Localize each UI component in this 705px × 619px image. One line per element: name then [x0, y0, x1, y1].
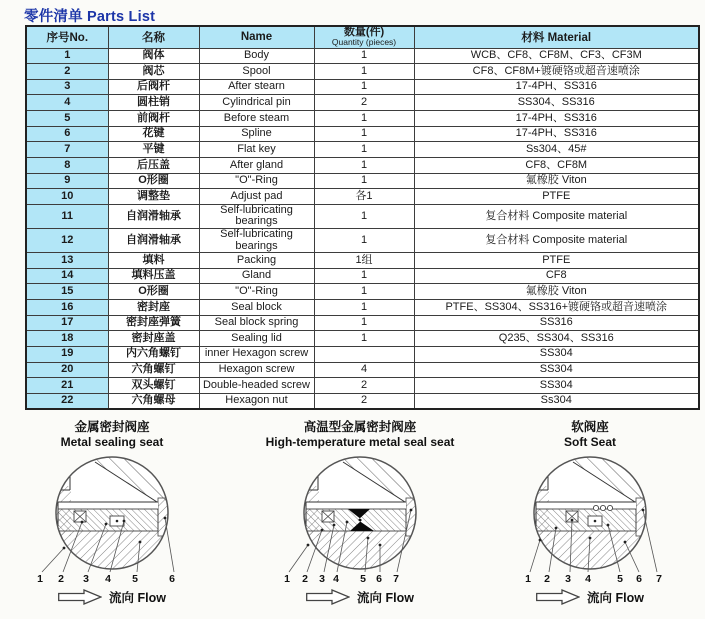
- header-name-en: Name: [199, 26, 314, 48]
- cell-no: 19: [26, 346, 108, 362]
- cell-no: 21: [26, 378, 108, 394]
- table-row: [26, 173, 699, 189]
- cell-no: 5: [26, 111, 108, 127]
- parts-list-table: [25, 25, 700, 410]
- cell-qty: 1: [314, 48, 414, 64]
- table-row: [26, 204, 699, 228]
- cell-name-zh: 阀体: [108, 48, 199, 64]
- flow-indicator: [250, 588, 470, 606]
- diagram-soft-seat: [480, 420, 700, 606]
- cell-no: 18: [26, 331, 108, 347]
- page-title: 零件清单 Parts List: [24, 9, 156, 25]
- cell-no: 8: [26, 157, 108, 173]
- cell-name-zh: 自润滑轴承: [108, 204, 199, 228]
- cell-name-zh: 双头螺钉: [108, 378, 199, 394]
- cell-qty: 2: [314, 95, 414, 111]
- table-row: [26, 331, 699, 347]
- header-qty-en: Quantity (pieces): [331, 37, 397, 48]
- callout-4: 4: [105, 573, 111, 585]
- cell-qty: 1: [314, 331, 414, 347]
- cell-material: 复合材料 Composite material: [414, 229, 699, 253]
- cell-name-en: Flat key: [199, 142, 314, 158]
- cell-name-zh: 后压盖: [108, 157, 199, 173]
- cell-name-en: Before steam: [199, 111, 314, 127]
- cell-qty: 1: [314, 157, 414, 173]
- cell-no: 2: [26, 64, 108, 80]
- table-row: [26, 284, 699, 300]
- cell-no: 16: [26, 300, 108, 316]
- cell-qty: [314, 346, 414, 362]
- diagram-metal-sealing-seat: [2, 420, 222, 606]
- cell-name-en: Body: [199, 48, 314, 64]
- cell-name-zh: 后阀杆: [108, 79, 199, 95]
- table-row: [26, 393, 699, 409]
- cell-qty: 4: [314, 362, 414, 378]
- cell-qty: 1: [314, 79, 414, 95]
- header-material: 材料 Material: [414, 26, 699, 48]
- cell-qty: 1: [314, 284, 414, 300]
- diagram-title-en: Soft Seat: [563, 435, 616, 449]
- table-row: [26, 378, 699, 394]
- cell-qty: 1: [314, 111, 414, 127]
- cell-material: Q235、SS304、SS316: [414, 331, 699, 347]
- cell-name-zh: 内六角螺钉: [108, 346, 199, 362]
- table-row: [26, 95, 699, 111]
- cell-material: 氟橡胶 Viton: [414, 284, 699, 300]
- flow-label: 流向 Flow: [587, 591, 644, 605]
- cell-no: 22: [26, 393, 108, 409]
- cell-material: 17-4PH、SS316: [414, 111, 699, 127]
- diagram-high-temp-seal-seat: [250, 420, 470, 606]
- cell-name-en: Adjust pad: [199, 189, 314, 205]
- callout-3: 3: [83, 573, 89, 585]
- header-qty-zh: 数量(件): [343, 26, 385, 39]
- seat-cross-section-drawing: [480, 450, 700, 585]
- o-ring-dot: [593, 505, 598, 510]
- diagram-title-en: Metal sealing seat: [60, 435, 164, 449]
- cell-qty: 1: [314, 268, 414, 284]
- cell-qty: 1: [314, 64, 414, 80]
- table-row: [26, 362, 699, 378]
- callout-3: 3: [565, 573, 571, 585]
- table-row: [26, 268, 699, 284]
- cell-name-en: Spool: [199, 64, 314, 80]
- seat-block: [58, 509, 158, 531]
- cell-name-zh: 圆柱销: [108, 95, 199, 111]
- cell-qty: 2: [314, 393, 414, 409]
- cell-name-zh: 六角螺母: [108, 393, 199, 409]
- callout-4: 4: [585, 573, 591, 585]
- cell-name-en: Self-lubricating bearings: [199, 204, 314, 228]
- table-row: [26, 48, 699, 64]
- o-ring-dot: [600, 505, 605, 510]
- cell-name-en: Hexagon nut: [199, 393, 314, 409]
- table-row: [26, 253, 699, 269]
- cell-name-zh: 阀芯: [108, 64, 199, 80]
- flow-indicator: [480, 588, 700, 606]
- cell-no: 20: [26, 362, 108, 378]
- callout-5: 5: [360, 573, 366, 585]
- cell-name-en: Sealing lid: [199, 331, 314, 347]
- cell-name-zh: 填料压盖: [108, 268, 199, 284]
- cell-name-zh: 花键: [108, 126, 199, 142]
- table-header: [26, 26, 699, 48]
- section-parts: [530, 452, 652, 573]
- table-row: [26, 229, 699, 253]
- cell-material: SS304、SS316: [414, 95, 699, 111]
- cell-material: Ss304: [414, 393, 699, 409]
- cell-material: CF8、CF8M: [414, 157, 699, 173]
- diagram-title-zh: 高温型金属密封阀座: [303, 420, 417, 434]
- table-row: [26, 79, 699, 95]
- cell-no: 4: [26, 95, 108, 111]
- callout-2: 2: [302, 573, 308, 585]
- cell-name-en: inner Hexagon screw: [199, 346, 314, 362]
- cell-material: PTFE: [414, 253, 699, 269]
- callout-2: 2: [58, 573, 64, 585]
- cell-no: 12: [26, 229, 108, 253]
- cell-name-zh: O形圈: [108, 173, 199, 189]
- parts-table-body: [26, 48, 699, 409]
- cell-no: 7: [26, 142, 108, 158]
- cell-qty: 1: [314, 300, 414, 316]
- header-name-zh: 名称: [108, 26, 199, 48]
- cell-name-en: After stearn: [199, 79, 314, 95]
- table-row: [26, 346, 699, 362]
- cell-no: 17: [26, 315, 108, 331]
- cell-name-en: Double-headed screw: [199, 378, 314, 394]
- cell-qty: 1: [314, 142, 414, 158]
- cell-qty: 各1: [314, 189, 414, 205]
- diagram-title-zh: 软阀座: [571, 420, 609, 434]
- cell-name-en: Seal block spring: [199, 315, 314, 331]
- cell-qty: 1: [314, 173, 414, 189]
- cell-name-en: Self-lubricating bearings: [199, 229, 314, 253]
- callout-5: 5: [132, 573, 138, 585]
- cell-no: 3: [26, 79, 108, 95]
- callout-6: 6: [169, 573, 175, 585]
- cell-name-zh: O形圈: [108, 284, 199, 300]
- cell-material: SS304: [414, 378, 699, 394]
- callout-2: 2: [544, 573, 550, 585]
- cell-material: 复合材料 Composite material: [414, 204, 699, 228]
- seat-cross-section-drawing: [2, 450, 222, 585]
- cell-name-en: Cylindrical pin: [199, 95, 314, 111]
- table-row: [26, 64, 699, 80]
- flow-indicator: [2, 588, 222, 606]
- cell-name-zh: 密封座: [108, 300, 199, 316]
- cell-name-zh: 自润滑轴承: [108, 229, 199, 253]
- cell-name-zh: 填料: [108, 253, 199, 269]
- cell-name-en: After gland: [199, 157, 314, 173]
- cell-no: 10: [26, 189, 108, 205]
- callout-6: 6: [376, 573, 382, 585]
- cell-name-zh: 平键: [108, 142, 199, 158]
- cell-material: 17-4PH、SS316: [414, 79, 699, 95]
- o-ring-dot: [607, 505, 612, 510]
- seat-block: [536, 509, 636, 531]
- cell-material: CF8: [414, 268, 699, 284]
- cell-no: 9: [26, 173, 108, 189]
- section-parts: [52, 452, 174, 573]
- callout-1: 1: [284, 573, 290, 585]
- cell-no: 15: [26, 284, 108, 300]
- cell-qty: 1: [314, 315, 414, 331]
- cell-no: 14: [26, 268, 108, 284]
- callout-3: 3: [319, 573, 325, 585]
- table-row: [26, 189, 699, 205]
- cell-no: 13: [26, 253, 108, 269]
- flow-arrow-icon: [306, 589, 350, 605]
- cell-material: SS316: [414, 315, 699, 331]
- cell-name-zh: 六角螺钉: [108, 362, 199, 378]
- table-row: [26, 157, 699, 173]
- callout-7: 7: [393, 573, 399, 585]
- flow-arrow-icon: [536, 589, 580, 605]
- cell-name-en: Seal block: [199, 300, 314, 316]
- cell-no: 11: [26, 204, 108, 228]
- callout-5: 5: [617, 573, 623, 585]
- cell-name-en: Packing: [199, 253, 314, 269]
- callout-1: 1: [37, 573, 43, 585]
- cell-material: SS304: [414, 346, 699, 362]
- table-row: [26, 142, 699, 158]
- cell-qty: 1组: [314, 253, 414, 269]
- cell-name-en: Hexagon screw: [199, 362, 314, 378]
- cell-name-zh: 密封座弹簧: [108, 315, 199, 331]
- cell-material: CF8、CF8M+镀硬铬或超音速喷涂: [414, 64, 699, 80]
- cell-material: 氟橡胶 Viton: [414, 173, 699, 189]
- flow-label: 流向 Flow: [357, 591, 414, 605]
- cell-qty: 1: [314, 126, 414, 142]
- cell-name-zh: 调整垫: [108, 189, 199, 205]
- table-row: [26, 315, 699, 331]
- cell-name-zh: 密封座盖: [108, 331, 199, 347]
- cell-no: 6: [26, 126, 108, 142]
- diagram-title-en: High-temperature metal seal seat: [265, 435, 455, 449]
- cell-material: PTFE: [414, 189, 699, 205]
- table-row: [26, 111, 699, 127]
- cell-name-en: Spline: [199, 126, 314, 142]
- table-row: [26, 126, 699, 142]
- cell-name-en: "O"-Ring: [199, 284, 314, 300]
- cell-name-en: Gland: [199, 268, 314, 284]
- cell-qty: 2: [314, 378, 414, 394]
- cell-material: Ss304、45#: [414, 142, 699, 158]
- cell-name-en: "O"-Ring: [199, 173, 314, 189]
- cell-material: 17-4PH、SS316: [414, 126, 699, 142]
- header-qty: [314, 26, 414, 48]
- cell-qty: 1: [314, 204, 414, 228]
- callout-1: 1: [525, 573, 531, 585]
- flow-arrow-icon: [58, 589, 102, 605]
- seat-cross-section-drawing: [250, 450, 470, 585]
- cell-material: SS304: [414, 362, 699, 378]
- cell-material: WCB、CF8、CF8M、CF3、CF3M: [414, 48, 699, 64]
- flow-label: 流向 Flow: [109, 591, 166, 605]
- callout-7: 7: [656, 573, 662, 585]
- header-no: 序号No.: [26, 26, 108, 48]
- callout-6: 6: [636, 573, 642, 585]
- cell-no: 1: [26, 48, 108, 64]
- cell-material: PTFE、SS304、SS316+镀硬铬或超音速喷涂: [414, 300, 699, 316]
- table-row: [26, 300, 699, 316]
- cell-name-zh: 前阀杆: [108, 111, 199, 127]
- section-parts: [300, 452, 422, 573]
- callout-4: 4: [333, 573, 339, 585]
- cell-qty: 1: [314, 229, 414, 253]
- diagram-title-zh: 金属密封阀座: [74, 420, 150, 434]
